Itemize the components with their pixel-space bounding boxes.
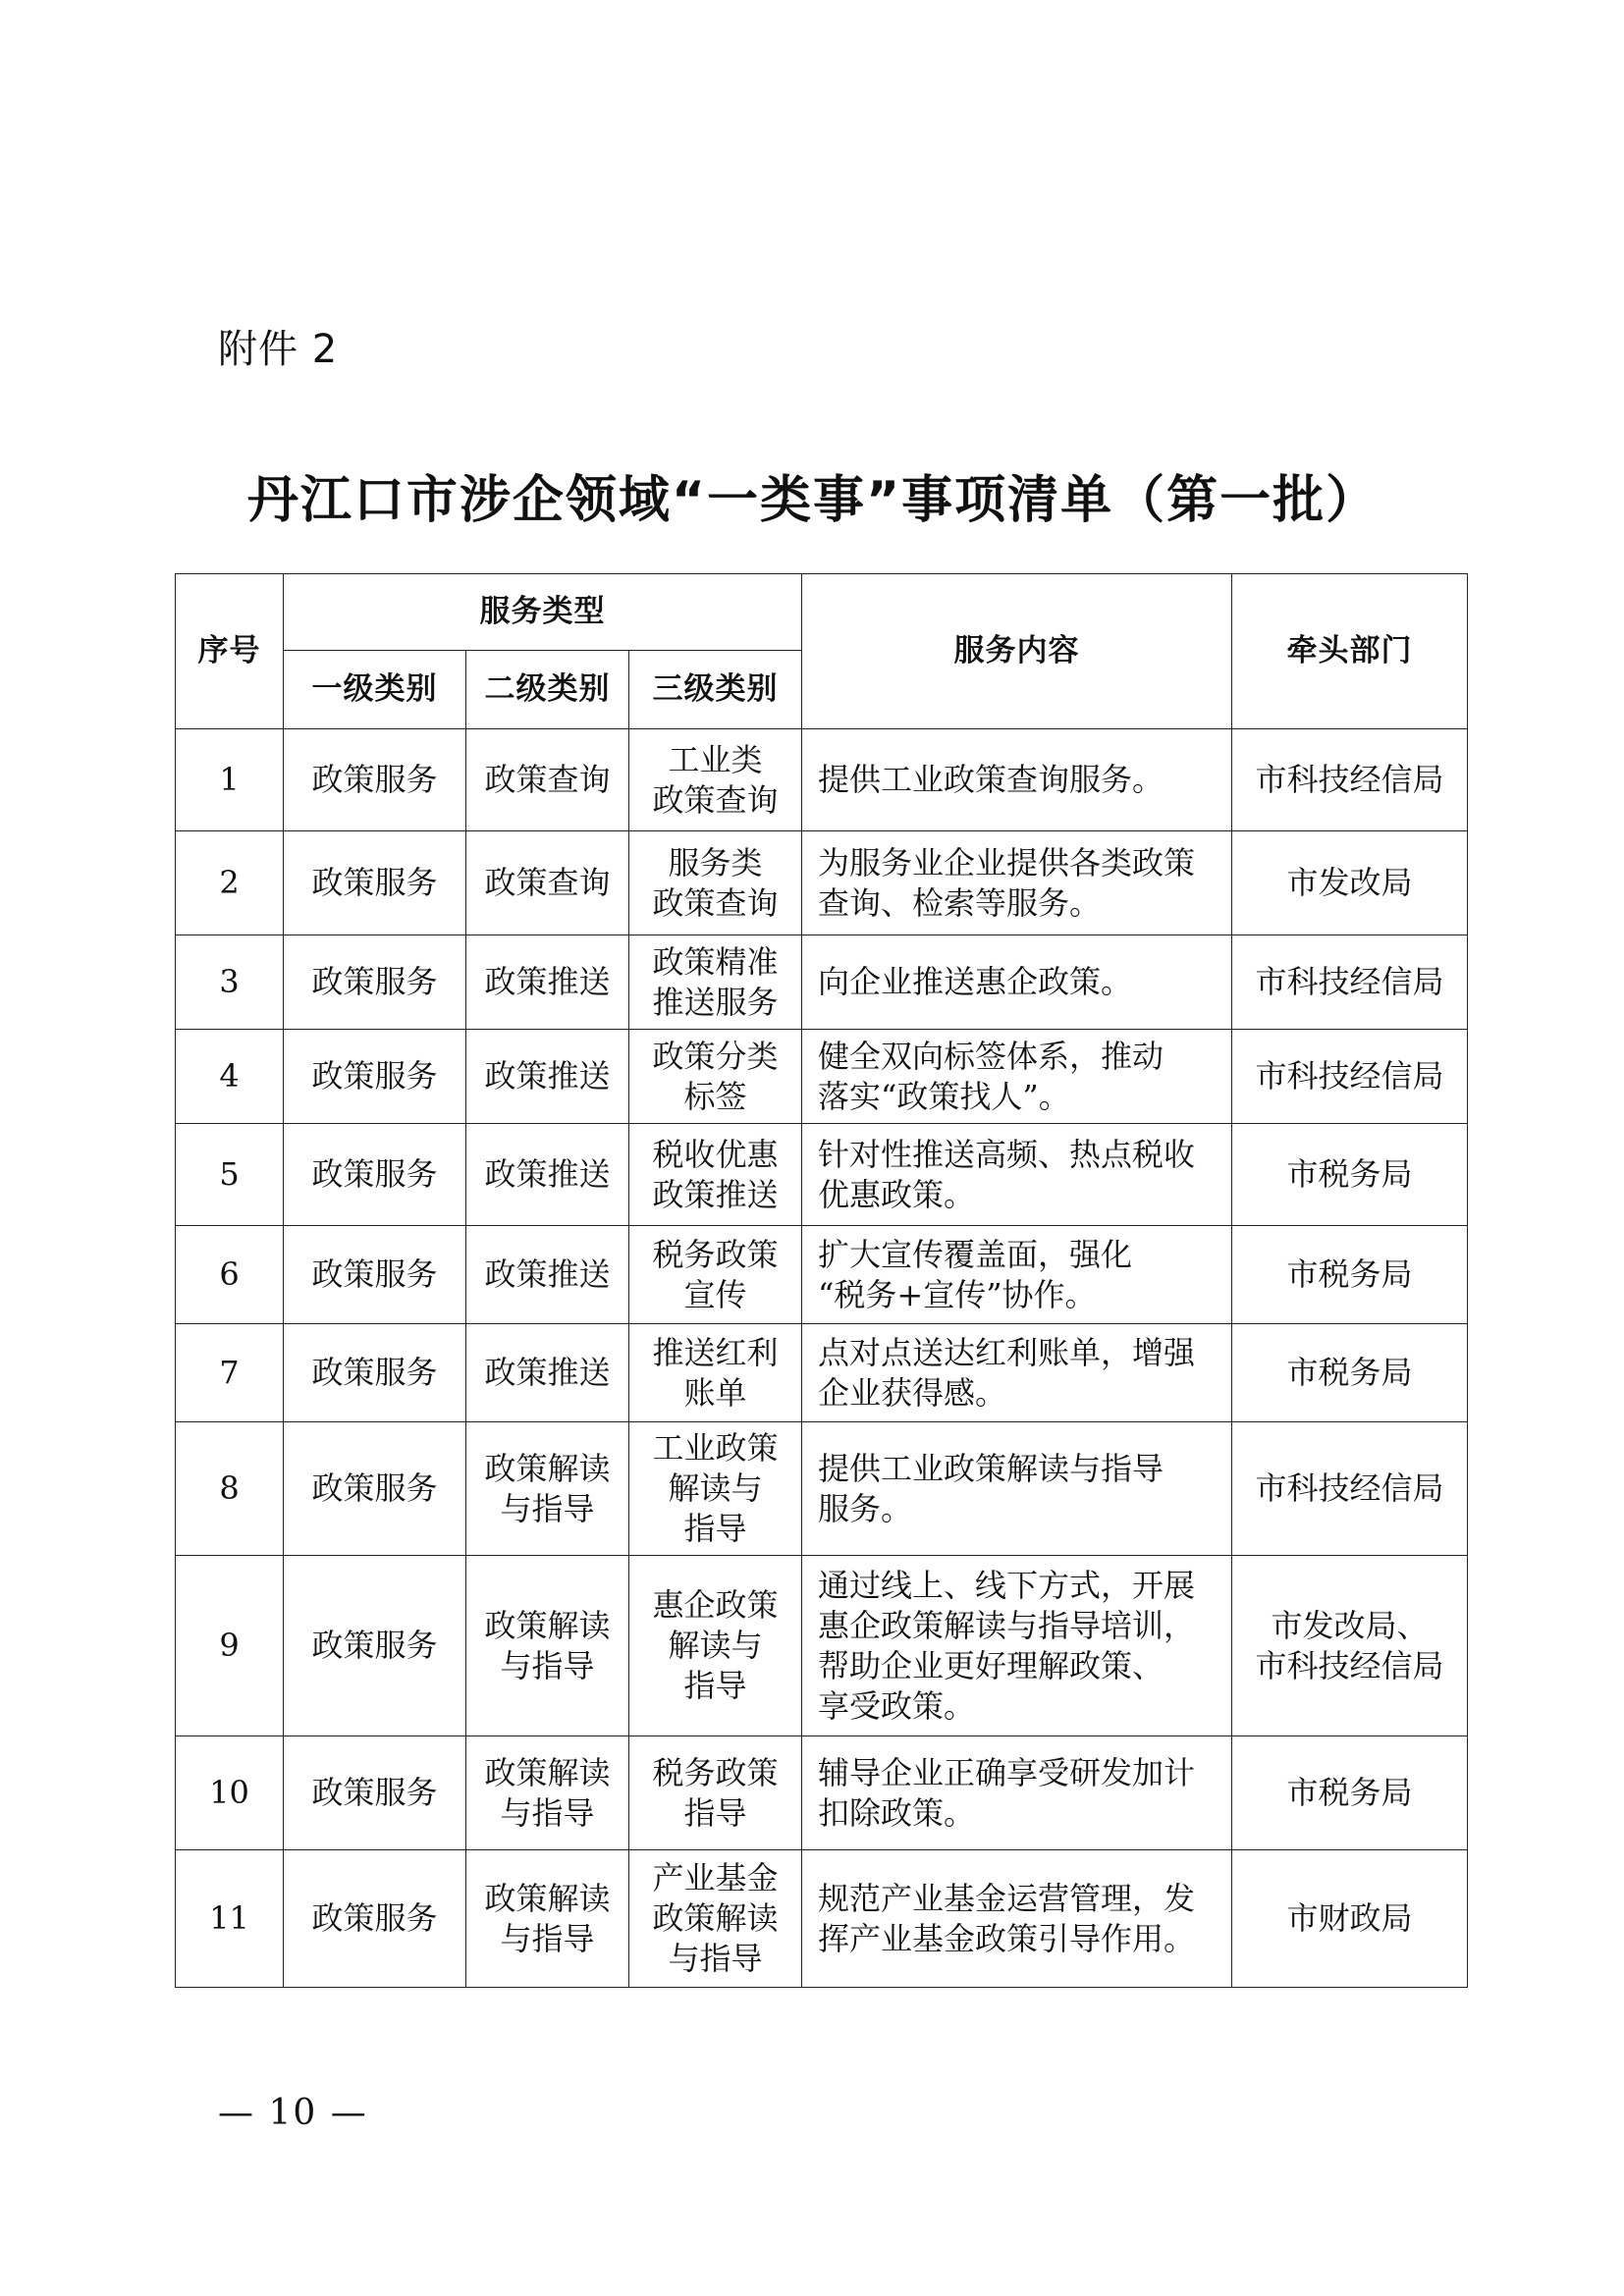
cell-seq-text: 5 — [219, 1155, 240, 1193]
cell-level3-text: 推送红利 账单 — [652, 1333, 779, 1412]
cell-seq — [176, 935, 284, 1030]
table-row — [176, 729, 1468, 831]
cell-content-text: 规范产业基金运营管理，发 挥产业基金政策引导作用。 — [818, 1879, 1196, 1957]
cell-content — [802, 1324, 1232, 1422]
cell-level1 — [284, 1850, 466, 1988]
cell-level2 — [466, 729, 629, 831]
cell-department — [1232, 1556, 1468, 1736]
cell-content-text: 为服务业企业提供各类政策 查询、检索等服务。 — [818, 843, 1196, 922]
table-row — [176, 1850, 1468, 1988]
cell-level3-text: 工业政策 解读与 指导 — [652, 1429, 779, 1547]
cell-level3-text: 服务类 政策查询 — [652, 843, 779, 922]
matter-list-table — [175, 573, 1468, 1988]
cell-level3 — [629, 1556, 802, 1736]
cell-seq-text: 1 — [219, 761, 240, 798]
cell-content-text: 针对性推送高频、热点税收 优惠政策。 — [818, 1135, 1196, 1213]
cell-content — [802, 1124, 1232, 1226]
cell-level3-text: 税务政策 指导 — [652, 1753, 779, 1832]
cell-level3 — [629, 1422, 802, 1556]
cell-level1 — [284, 1226, 466, 1324]
table-row — [176, 1030, 1468, 1124]
table-row — [176, 1556, 1468, 1736]
cell-department — [1232, 1850, 1468, 1988]
cell-level1 — [284, 729, 466, 831]
header-level2: 二级类别 — [466, 651, 629, 729]
cell-content — [802, 1226, 1232, 1324]
cell-level2 — [466, 1736, 629, 1850]
cell-level2-text: 政策解读 与指导 — [484, 1449, 611, 1527]
cell-level2 — [466, 831, 629, 935]
cell-level2-text: 政策解读 与指导 — [484, 1606, 611, 1684]
cell-seq — [176, 1736, 284, 1850]
cell-seq-text: 10 — [209, 1774, 249, 1811]
cell-level2-text: 政策解读 与指导 — [484, 1753, 611, 1832]
cell-seq — [176, 1124, 284, 1226]
cell-content-text: 提供工业政策查询服务。 — [818, 761, 1164, 798]
cell-department-text: 市税务局 — [1286, 1354, 1413, 1391]
cell-department-text: 市税务局 — [1286, 1255, 1413, 1293]
cell-content-text: 提供工业政策解读与指导 服务。 — [818, 1449, 1164, 1527]
cell-seq-text: 7 — [219, 1354, 240, 1391]
cell-content-text: 点对点送达红利账单，增强 企业获得感。 — [818, 1333, 1196, 1412]
cell-level1-text: 政策服务 — [311, 1155, 438, 1193]
table-header — [176, 574, 1468, 729]
cell-level1-text: 政策服务 — [311, 1899, 438, 1937]
cell-content — [802, 1736, 1232, 1850]
cell-department — [1232, 1324, 1468, 1422]
cell-level1 — [284, 1124, 466, 1226]
cell-seq-text: 4 — [219, 1057, 240, 1095]
attachment-label: 附件 2 — [218, 327, 339, 372]
cell-department — [1232, 729, 1468, 831]
cell-level2 — [466, 1556, 629, 1736]
cell-level3 — [629, 1736, 802, 1850]
table-row — [176, 1422, 1468, 1556]
cell-level3 — [629, 831, 802, 935]
cell-seq — [176, 1422, 284, 1556]
header-department: 牵头部门 — [1232, 574, 1468, 729]
cell-level3-text: 税务政策 宣传 — [652, 1235, 779, 1313]
cell-level3-text: 产业基金 政策解读 与指导 — [652, 1859, 779, 1977]
cell-level3 — [629, 729, 802, 831]
cell-level3-text: 工业类 政策查询 — [652, 740, 779, 819]
cell-level2 — [466, 1422, 629, 1556]
cell-department-text: 市财政局 — [1286, 1899, 1413, 1937]
cell-level2 — [466, 1850, 629, 1988]
table-row — [176, 935, 1468, 1030]
cell-department — [1232, 1422, 1468, 1556]
cell-seq-text: 2 — [219, 864, 240, 901]
cell-content — [802, 729, 1232, 831]
header-level1: 一级类别 — [284, 651, 466, 729]
header-content: 服务内容 — [802, 574, 1232, 729]
cell-level1-text: 政策服务 — [311, 1627, 438, 1664]
cell-level2-text: 政策推送 — [484, 963, 611, 1000]
table-row — [176, 1736, 1468, 1850]
cell-level2 — [466, 1030, 629, 1124]
cell-level1-text: 政策服务 — [311, 963, 438, 1000]
table-row — [176, 1124, 1468, 1226]
cell-level3 — [629, 1030, 802, 1124]
cell-department-text: 市税务局 — [1286, 1774, 1413, 1811]
header-level3: 三级类别 — [629, 651, 802, 729]
cell-level3-text: 惠企政策 解读与 指导 — [652, 1586, 779, 1704]
cell-department — [1232, 1030, 1468, 1124]
cell-level2 — [466, 1324, 629, 1422]
cell-content-text: 通过线上、线下方式，开展 惠企政策解读与指导培训， 帮助企业更好理解政策、 享受政策。 — [818, 1566, 1196, 1725]
cell-level2-text: 政策推送 — [484, 1057, 611, 1095]
cell-level1-text: 政策服务 — [311, 1255, 438, 1293]
cell-level3 — [629, 1226, 802, 1324]
cell-department-text: 市科技经信局 — [1255, 963, 1444, 1000]
cell-content-text: 辅导企业正确享受研发加计 扣除政策。 — [818, 1753, 1196, 1832]
cell-level2 — [466, 1124, 629, 1226]
cell-department — [1232, 831, 1468, 935]
cell-level1 — [284, 935, 466, 1030]
cell-level1 — [284, 1030, 466, 1124]
header-service-type: 服务类型 — [284, 574, 802, 651]
cell-seq-text: 8 — [219, 1469, 240, 1507]
cell-level1-text: 政策服务 — [311, 1774, 438, 1811]
cell-level2-text: 政策查询 — [484, 864, 611, 901]
table-row — [176, 1324, 1468, 1422]
document-title: 丹江口市涉企领域“一类事”事项清单（第一批） — [246, 471, 1380, 530]
table-row — [176, 1226, 1468, 1324]
cell-level3-text: 政策精准 推送服务 — [652, 942, 779, 1021]
cell-level3 — [629, 1324, 802, 1422]
cell-level2-text: 政策推送 — [484, 1155, 611, 1193]
cell-department-text: 市科技经信局 — [1255, 1469, 1444, 1507]
cell-level2-text: 政策查询 — [484, 761, 611, 798]
cell-level3 — [629, 935, 802, 1030]
cell-level3-text: 税收优惠 政策推送 — [652, 1135, 779, 1213]
cell-seq — [176, 729, 284, 831]
cell-seq — [176, 1030, 284, 1124]
cell-seq-text: 9 — [219, 1627, 240, 1664]
cell-level2-text: 政策推送 — [484, 1354, 611, 1391]
cell-department — [1232, 1226, 1468, 1324]
cell-level1 — [284, 1556, 466, 1736]
cell-content — [802, 1422, 1232, 1556]
cell-seq-text: 11 — [209, 1899, 249, 1937]
cell-seq — [176, 831, 284, 935]
page-number: — 10 — — [218, 2093, 368, 2133]
cell-seq — [176, 1324, 284, 1422]
cell-level1-text: 政策服务 — [311, 1057, 438, 1095]
cell-level2-text: 政策推送 — [484, 1255, 611, 1293]
cell-seq — [176, 1226, 284, 1324]
cell-level1-text: 政策服务 — [311, 1354, 438, 1391]
cell-seq — [176, 1556, 284, 1736]
cell-level1 — [284, 1736, 466, 1850]
cell-department-text: 市发改局 — [1286, 864, 1413, 901]
header-seq: 序号 — [176, 574, 284, 729]
cell-level1 — [284, 1324, 466, 1422]
table-row — [176, 831, 1468, 935]
cell-level1-text: 政策服务 — [311, 761, 438, 798]
cell-content-text: 健全双向标签体系，推动 落实“政策找人”。 — [818, 1037, 1164, 1115]
cell-content — [802, 935, 1232, 1030]
cell-content — [802, 1556, 1232, 1736]
cell-content — [802, 1030, 1232, 1124]
cell-department-text: 市发改局、 市科技经信局 — [1255, 1606, 1444, 1684]
cell-department-text: 市科技经信局 — [1255, 1057, 1444, 1095]
cell-level2 — [466, 935, 629, 1030]
cell-seq — [176, 1850, 284, 1988]
cell-level1-text: 政策服务 — [311, 1469, 438, 1507]
cell-department-text: 市科技经信局 — [1255, 761, 1444, 798]
cell-level2 — [466, 1226, 629, 1324]
cell-level3 — [629, 1850, 802, 1988]
cell-content-text: 扩大宣传覆盖面，强化 “税务+宣传”协作。 — [818, 1235, 1133, 1313]
cell-level1 — [284, 1422, 466, 1556]
cell-department — [1232, 1736, 1468, 1850]
cell-content — [802, 831, 1232, 935]
cell-department-text: 市税务局 — [1286, 1155, 1413, 1193]
cell-department — [1232, 935, 1468, 1030]
cell-seq-text: 3 — [219, 963, 240, 1000]
cell-level2-text: 政策解读 与指导 — [484, 1879, 611, 1957]
cell-level3 — [629, 1124, 802, 1226]
cell-level3-text: 政策分类 标签 — [652, 1037, 779, 1115]
cell-level1-text: 政策服务 — [311, 864, 438, 901]
cell-content-text: 向企业推送惠企政策。 — [818, 963, 1133, 1000]
cell-department — [1232, 1124, 1468, 1226]
table-body — [176, 729, 1468, 1988]
cell-level1 — [284, 831, 466, 935]
cell-content — [802, 1850, 1232, 1988]
cell-seq-text: 6 — [219, 1255, 240, 1293]
